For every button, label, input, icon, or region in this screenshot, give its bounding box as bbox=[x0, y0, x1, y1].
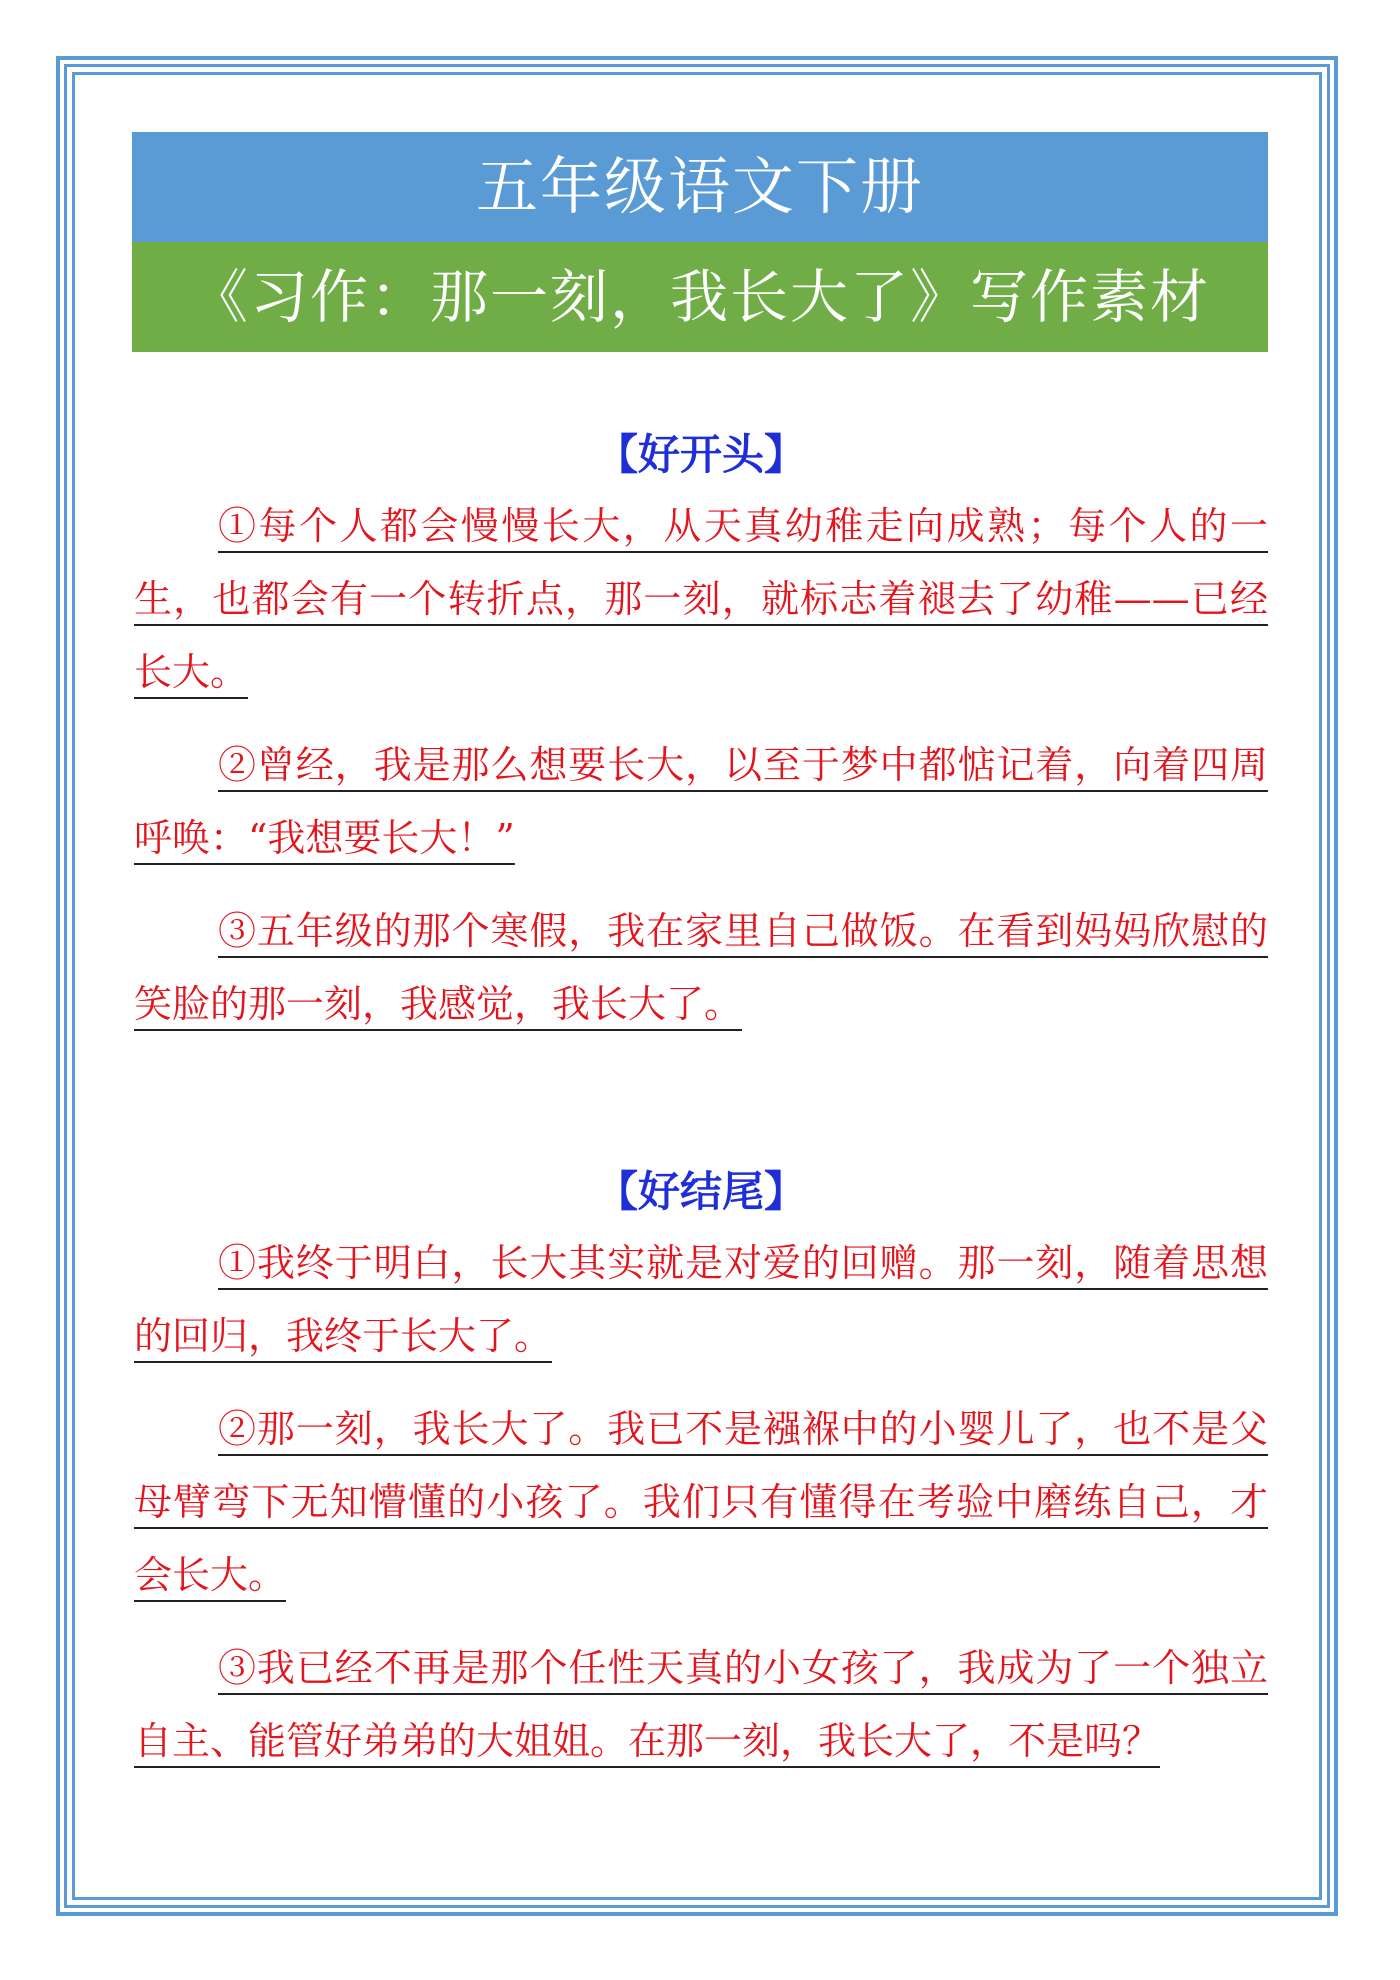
section-good-endings bbox=[134, 1157, 1268, 1778]
ending-paragraph-3: ③我已经不再是那个任性天真的小女孩了，我成为了一个独立自主、能管好弟弟的大姐姐。在那一刻，我长大了，不是吗？ bbox=[134, 1646, 1268, 1763]
opening-paragraph-2: ②曾经，我是那么想要长大，以至于梦中都惦记着，向着四周呼唤：“我想要长大！” bbox=[134, 743, 1268, 860]
section-heading-endings: 【好结尾】 bbox=[595, 1167, 806, 1216]
title-line-2: 《习作：那一刻，我长大了》写作素材 bbox=[189, 263, 1210, 331]
title-bar-grade bbox=[132, 132, 1268, 242]
title-line-1: 五年级语文下册 bbox=[475, 150, 924, 223]
section-heading-openings: 【好开头】 bbox=[595, 430, 806, 479]
opening-paragraph-1: ①每个人都会慢慢长大，从天真幼稚走向成熟；每个人的一生，也都会有一个转折点，那一刻，就标志着褪去了幼稚——已经长大。 bbox=[134, 504, 1268, 694]
ending-paragraph-2: ②那一刻，我长大了。我已不是襁褓中的小婴儿了，也不是父母臂弯下无知懵懂的小孩了。我们只有懂得在考验中磨练自己，才会长大。 bbox=[134, 1407, 1268, 1597]
opening-paragraph-3: ③五年级的那个寒假，我在家里自己做饭。在看到妈妈欣慰的笑脸的那一刻，我感觉，我长大了。 bbox=[134, 909, 1268, 1026]
title-bar-topic bbox=[132, 242, 1268, 352]
document-body bbox=[134, 420, 1268, 1798]
ending-paragraph-1: ①我终于明白，长大其实就是对爱的回赠。那一刻，随着思想的回归，我终于长大了。 bbox=[134, 1241, 1268, 1358]
section-good-openings bbox=[134, 420, 1268, 1041]
section-spacer bbox=[134, 1061, 1268, 1157]
